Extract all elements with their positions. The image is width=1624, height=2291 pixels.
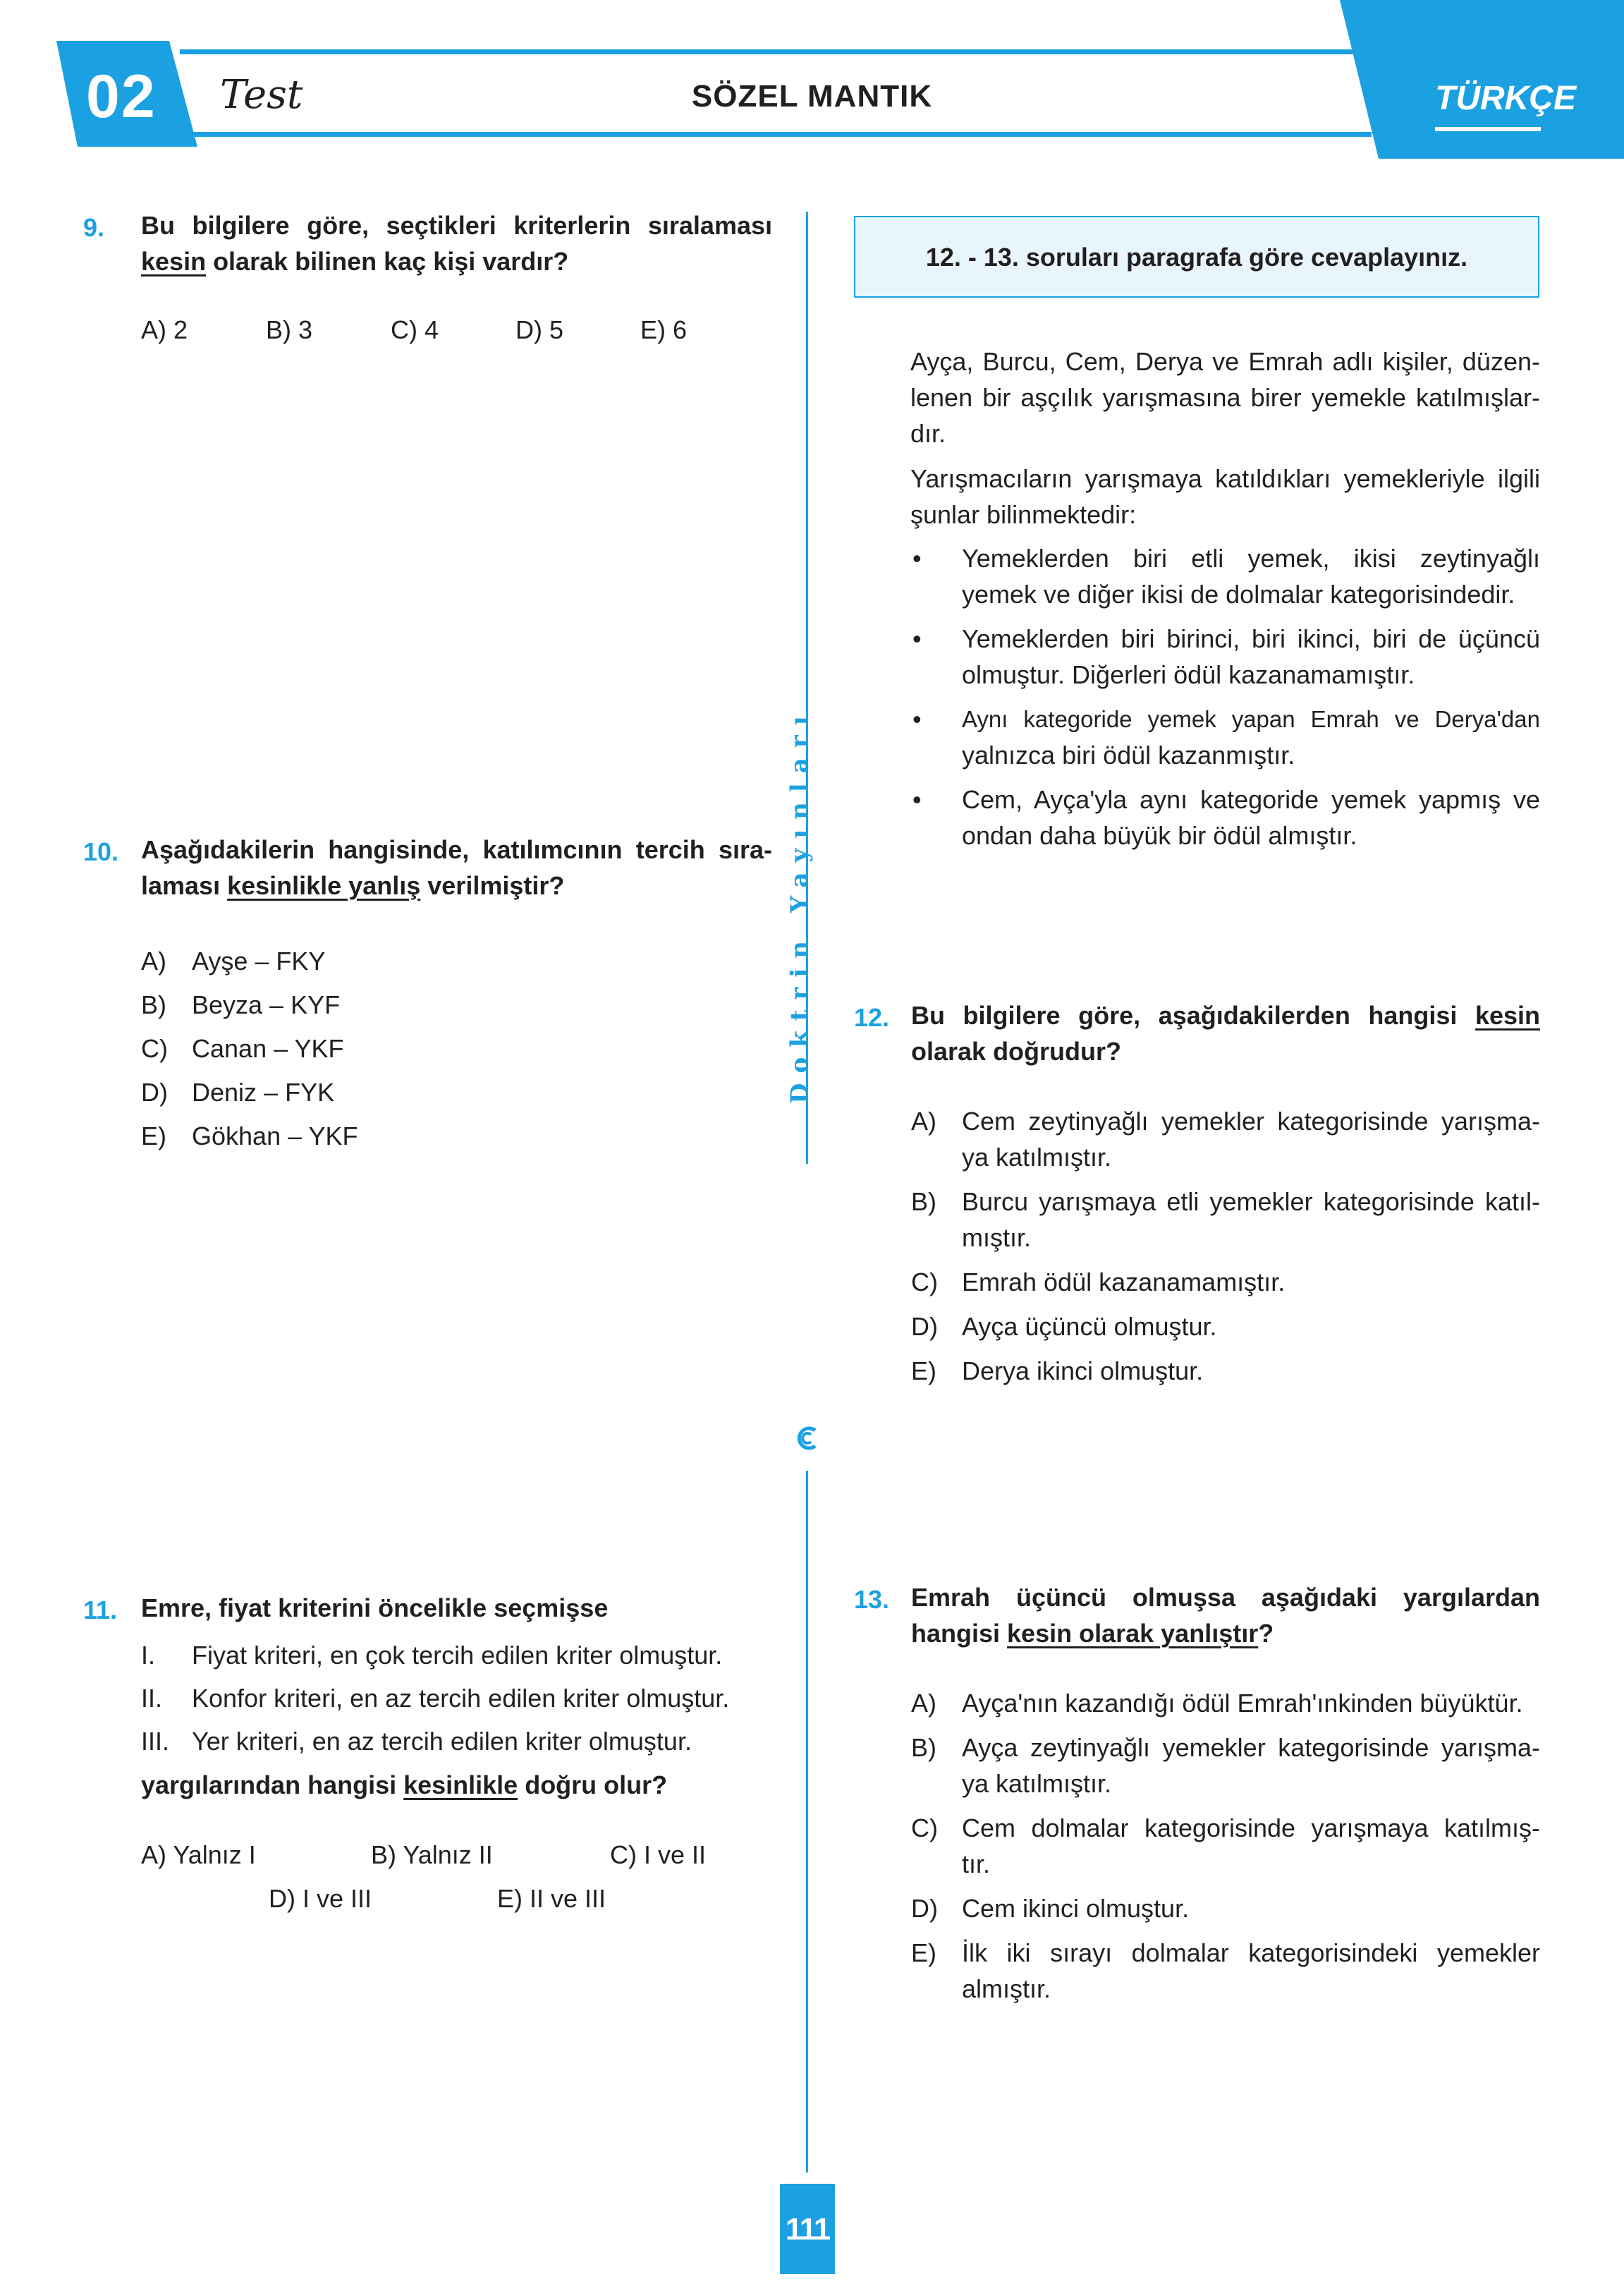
bullet-line: yemek ve diğer ikisi de dolmalar kategorisindedir. <box>962 580 1515 609</box>
test-label: Test <box>220 72 303 118</box>
option-letter: E) <box>141 1122 166 1150</box>
publisher-vertical <box>786 706 814 1104</box>
option-b[interactable] <box>911 1184 1540 1256</box>
passage <box>910 344 1540 533</box>
bullet-line: Yemeklerden biri etli yemek, ikisi zeytinyağlı <box>962 544 1540 573</box>
option-text: Deniz – FYK <box>192 1078 335 1107</box>
paragraph-line: lenen bir aşçılık yarışmasına birer yemekle katılmışlar- <box>910 383 1540 412</box>
option-c[interactable]: C) I ve II <box>610 1840 707 1869</box>
question-number: 12. <box>854 1003 890 1032</box>
option-c[interactable] <box>911 1264 1540 1300</box>
stem-text: hangisi <box>911 1619 1008 1648</box>
option-b[interactable]: B) 3 <box>266 315 313 344</box>
stem-text: verilmiştir? <box>420 871 565 900</box>
stem-text: laması <box>141 871 228 900</box>
statement-2 <box>141 1677 776 1720</box>
option-text: Canan – YKF <box>192 1034 344 1063</box>
bullet-line: Aynı kategoride yemek yapan Emrah ve Derya'dan <box>962 706 1540 732</box>
option-d[interactable] <box>911 1308 1540 1344</box>
question-closing <box>141 1767 772 1803</box>
bullet-icon: • <box>912 785 922 814</box>
question-stem: Emre, fiyat kriterini öncelikle seçmişse <box>141 1593 609 1622</box>
option-text: ya katılmıştır. <box>962 1143 1112 1172</box>
option-letter: A) <box>141 947 166 976</box>
stem-line <box>911 997 1540 1033</box>
statement-roman: II. <box>141 1684 163 1713</box>
option-e[interactable] <box>911 1935 1540 2007</box>
option-text: İlk iki sırayı dolmalar kategorisindeki yemekler <box>962 1938 1540 1967</box>
option-letter: B) <box>911 1187 936 1216</box>
passage-bullets <box>912 540 1540 853</box>
bullet-item <box>912 701 1540 773</box>
option-d[interactable] <box>911 1890 1540 1926</box>
option-c[interactable] <box>141 1027 776 1071</box>
statement-text: Yer kriteri, en az tercih edilen kriter olmuştur. <box>192 1727 692 1756</box>
option-text: tır. <box>962 1849 991 1878</box>
column-divider-lower <box>806 1471 808 2172</box>
option-letter: E) <box>911 1938 936 1967</box>
stem-text: doğru olur? <box>518 1770 668 1799</box>
option-b[interactable] <box>911 1730 1540 1801</box>
bullet-line: Cem, Ayça'yla aynı kategoride yemek yapmış ve <box>962 785 1540 814</box>
option-letter: A) <box>911 1689 936 1718</box>
publisher-name: Doktrin Yayınları <box>786 706 814 1104</box>
option-d[interactable] <box>141 1071 776 1114</box>
stem-line <box>911 1615 1540 1651</box>
paragraph-line: şunlar bilinmektedir: <box>910 500 1137 529</box>
option-c[interactable]: C) 4 <box>391 315 439 344</box>
options-grid <box>141 1837 776 1921</box>
subject-label: TÜRKÇE <box>1435 80 1576 117</box>
option-e[interactable]: E) II ve III <box>497 1884 606 1913</box>
option-d[interactable]: D) 5 <box>515 315 564 344</box>
option-text: Cem ikinci olmuştur. <box>962 1894 1190 1923</box>
option-text: ya katılmıştır. <box>962 1769 1112 1798</box>
options-list <box>911 1685 1540 2007</box>
bullet-icon: • <box>912 544 922 573</box>
test-number: 02 <box>86 63 157 130</box>
stem-line <box>141 243 772 279</box>
option-text: almıştır. <box>962 1974 1051 2003</box>
option-text: Ayşe – FKY <box>192 947 326 976</box>
option-text: Derya ikinci olmuştur. <box>962 1356 1204 1385</box>
paragraph-line: Ayça, Burcu, Cem, Derya ve Emrah adlı kişiler, düzen- <box>910 347 1540 376</box>
option-letter: B) <box>141 990 166 1019</box>
statement-3 <box>141 1720 776 1763</box>
option-a[interactable]: A) 2 <box>141 315 188 344</box>
question-stem <box>141 832 772 904</box>
bullet-line: ondan daha büyük bir ödül almıştır. <box>962 821 1357 850</box>
emphasis: kesin olarak yanlıştır <box>1007 1619 1259 1648</box>
option-text: Cem dolmalar kategorisinde yarışmaya katılmış- <box>962 1813 1540 1842</box>
option-e[interactable]: E) 6 <box>640 315 688 344</box>
stem-line: Aşağıdakilerin hangisinde, katılımcının tercih sıra- <box>141 835 772 864</box>
question-stem <box>911 1579 1540 1651</box>
option-letter: E) <box>911 1356 936 1385</box>
option-text: Ayça'nın kazandığı ödül Emrah'ınkinden büyüktür. <box>962 1689 1523 1718</box>
paragraph-line: dır. <box>910 419 946 448</box>
instruction-text: 12. - 13. soruları paragrafa göre cevaplayınız. <box>925 243 1468 272</box>
options-list <box>141 940 776 1158</box>
option-letter: C) <box>141 1034 168 1063</box>
bullet-line: yalnızca biri ödül kazanmıştır. <box>962 741 1295 770</box>
option-c[interactable] <box>911 1810 1540 1882</box>
emphasis: kesinlikle yanlış <box>227 871 421 900</box>
option-text: Cem zeytinyağlı yemekler kategorisinde yarışma- <box>962 1107 1540 1136</box>
option-text: Gökhan – YKF <box>192 1122 358 1150</box>
stem-text: olarak bilinen kaç kişi vardır? <box>206 247 569 276</box>
stem-line <box>141 868 772 904</box>
statement-text: Fiyat kriteri, en çok tercih edilen kriter olmuştur. <box>192 1641 723 1670</box>
paragraph-2 <box>910 461 1540 533</box>
stem-text: yargılarından hangisi <box>141 1770 404 1799</box>
option-letter: C) <box>911 1813 938 1842</box>
option-text: Beyza – KYF <box>192 990 341 1019</box>
statement-roman: III. <box>141 1727 170 1756</box>
option-letter: B) <box>911 1733 936 1762</box>
option-letter: C) <box>911 1268 938 1296</box>
option-letter: D) <box>911 1312 938 1341</box>
option-text: Emrah ödül kazanamamıştır. <box>962 1268 1286 1296</box>
option-a[interactable] <box>911 1103 1540 1175</box>
statement-roman: I. <box>141 1641 156 1670</box>
option-a[interactable] <box>911 1685 1540 1721</box>
question-number: 10. <box>83 837 119 866</box>
stem-line: Emrah üçüncü olmuşsa aşağıdaki yargılardan <box>911 1583 1540 1612</box>
options-list <box>911 1103 1540 1389</box>
question-number: 11. <box>83 1596 118 1624</box>
publisher-logo-icon <box>794 1425 821 1452</box>
option-a[interactable]: A) Yalnız I <box>141 1840 256 1869</box>
page-number-badge <box>780 2184 835 2274</box>
question-stem <box>141 207 772 279</box>
bullet-item <box>912 782 1540 853</box>
question-number: 9. <box>83 213 105 242</box>
question-number: 13. <box>854 1585 890 1614</box>
bullet-item <box>912 540 1540 612</box>
page-number: 111 <box>785 2212 830 2247</box>
paragraph-1 <box>910 344 1540 451</box>
stem-text: Bu bilgilere göre, aşağıdakilerden hangisi <box>911 1001 1475 1030</box>
bullet-line: olmuştur. Diğerleri ödül kazanamamıştır. <box>962 660 1415 689</box>
option-letter: A) <box>911 1107 936 1136</box>
emphasis: kesin <box>1475 1001 1540 1030</box>
paragraph-line: Yarışmacıların yarışmaya katıldıkları yemekleriyle ilgili <box>910 464 1540 493</box>
option-text: mıştır. <box>962 1223 1031 1252</box>
option-text: Ayça üçüncü olmuştur. <box>962 1312 1217 1341</box>
bullet-icon: • <box>912 705 922 734</box>
option-text: Ayça zeytinyağlı yemekler kategorisinde yarışma- <box>962 1733 1540 1762</box>
statement-text: Konfor kriteri, en az tercih edilen kriter olmuştur. <box>192 1684 730 1713</box>
emphasis: kesinlikle <box>403 1770 518 1799</box>
instruction-box <box>854 216 1539 298</box>
question-stem <box>911 997 1540 1069</box>
stem-line: olarak doğrudur? <box>911 1037 1122 1066</box>
emphasis: kesin <box>141 247 207 276</box>
option-a[interactable] <box>141 940 776 983</box>
option-e[interactable] <box>141 1114 776 1158</box>
option-b[interactable]: B) Yalnız II <box>371 1840 493 1869</box>
option-letter: D) <box>141 1078 168 1107</box>
bullet-line: Yemeklerden biri birinci, biri ikinci, biri de üçüncü <box>962 624 1540 653</box>
statement-1 <box>141 1634 776 1677</box>
stem-line: Bu bilgilere göre, seçtikleri kriterlerin sıralaması <box>141 211 772 240</box>
statements-list <box>141 1634 776 1763</box>
option-e[interactable] <box>911 1353 1540 1389</box>
option-letter: D) <box>911 1894 938 1923</box>
page-title: SÖZEL MANTIK <box>691 79 933 114</box>
option-d[interactable]: D) I ve III <box>269 1884 372 1913</box>
bullet-item <box>912 621 1540 693</box>
header-bottom-rule <box>180 132 1372 137</box>
header-top-rule <box>180 49 1357 54</box>
option-b[interactable] <box>141 983 776 1027</box>
stem-text: ? <box>1258 1619 1274 1648</box>
bullet-icon: • <box>912 624 922 653</box>
option-text: Burcu yarışmaya etli yemekler kategorisinde katıl- <box>962 1187 1540 1216</box>
subject-underline <box>1435 127 1541 131</box>
